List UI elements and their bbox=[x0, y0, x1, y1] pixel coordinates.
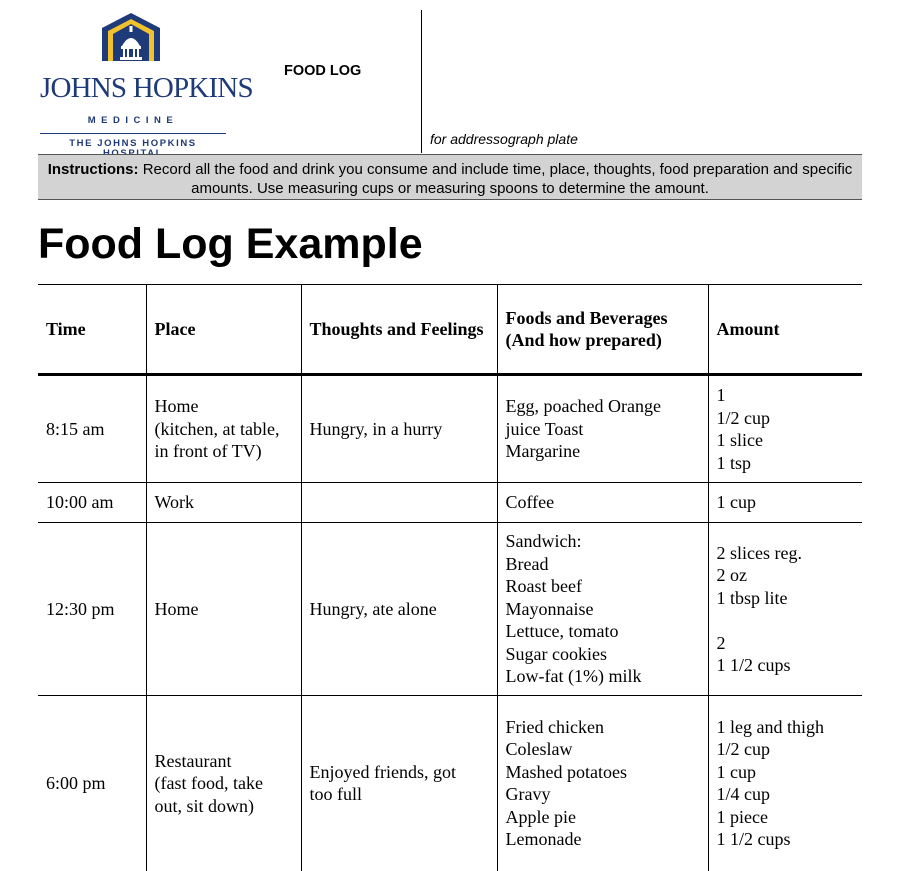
header-time: Time bbox=[38, 285, 146, 375]
logo-wordmark: JOHNS HOPKINS bbox=[40, 72, 253, 104]
cell-time: 8:15 am bbox=[38, 375, 146, 483]
cell-place: Home (kitchen, at table, in front of TV) bbox=[146, 375, 301, 483]
page-title: Food Log Example bbox=[38, 220, 423, 268]
addressograph-note: for addressograph plate bbox=[430, 131, 578, 147]
cell-time: 10:00 am bbox=[38, 483, 146, 523]
cell-thoughts: Hungry, ate alone bbox=[301, 523, 497, 696]
cell-thoughts: Enjoyed friends, got too full bbox=[301, 696, 497, 871]
header-thoughts: Thoughts and Feelings bbox=[301, 285, 497, 375]
food-log-table bbox=[38, 284, 862, 871]
dome-shield-icon bbox=[98, 12, 164, 62]
cell-amount: 1 cup bbox=[708, 483, 862, 523]
header-divider bbox=[421, 10, 422, 153]
cell-foods: Egg, poached Orange juice Toast Margarine bbox=[497, 375, 708, 483]
cell-foods: Coffee bbox=[497, 483, 708, 523]
header-foods: Foods and Beverages (And how prepared) bbox=[497, 285, 708, 375]
cell-place: Work bbox=[146, 483, 301, 523]
johns-hopkins-logo bbox=[36, 12, 253, 152]
cell-time: 6:00 pm bbox=[38, 696, 146, 871]
header-amount: Amount bbox=[708, 285, 862, 375]
cell-place: Restaurant (fast food, take out, sit down) bbox=[146, 696, 301, 871]
logo-subtitle: MEDICINE bbox=[87, 115, 179, 126]
cell-foods: Fried chicken Coleslaw Mashed potatoes Gravy Apple pie Lemonade bbox=[497, 696, 708, 871]
cell-place: Home bbox=[146, 523, 301, 696]
table-row bbox=[38, 523, 862, 696]
cell-foods: Sandwich: Bread Roast beef Mayonnaise Lettuce, tomato Sugar cookies Low-fat (1%) milk bbox=[497, 523, 708, 696]
cell-thoughts: Hungry, in a hurry bbox=[301, 375, 497, 483]
table-row bbox=[38, 696, 862, 871]
cell-amount: 2 slices reg. 2 oz 1 tbsp lite 2 1 1/2 cups bbox=[708, 523, 862, 696]
instructions-band bbox=[38, 154, 862, 200]
logo-hospital-line1: THE JOHNS HOPKINS bbox=[69, 138, 197, 149]
table-row bbox=[38, 375, 862, 483]
cell-thoughts bbox=[301, 483, 497, 523]
table-header-row bbox=[38, 285, 862, 375]
table-row bbox=[38, 483, 862, 523]
form-title: FOOD LOG bbox=[284, 63, 362, 79]
logo-divider bbox=[40, 133, 226, 134]
cell-amount: 1 leg and thigh 1/2 cup 1 cup 1/4 cup 1 piece 1 1/2 cups bbox=[708, 696, 862, 871]
cell-time: 12:30 pm bbox=[38, 523, 146, 696]
header-place: Place bbox=[146, 285, 301, 375]
instructions-text: Record all the food and drink you consume and include time, place, thoughts, food preparation and specific amounts. Use measuring cups or measuring spoons to determine the amount. bbox=[138, 161, 853, 197]
cell-amount: 1 1/2 cup 1 slice 1 tsp bbox=[708, 375, 862, 483]
instructions-label: Instructions: bbox=[47, 161, 139, 178]
